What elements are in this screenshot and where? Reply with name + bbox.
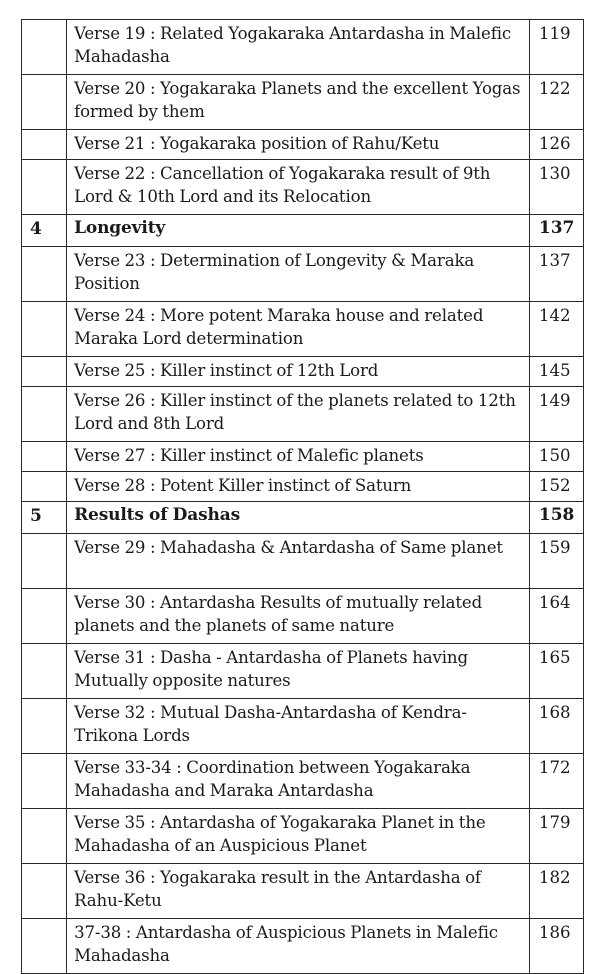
page-number: 137 [529,247,583,302]
chapter-number [22,160,67,215]
verse-title: Verse 21 : Yogakaraka position of Rahu/Ketu [67,130,530,160]
page-number: 150 [529,442,583,472]
verse-title: Verse 35 : Antardasha of Yogakaraka Planet in the Mahadasha of an Auspicious Planet [67,809,530,864]
verse-title: Verse 27 : Killer instinct of Malefic planets [67,442,530,472]
page-number: 149 [529,387,583,442]
page-number: 179 [529,809,583,864]
chapter-number [22,534,67,589]
toc-verse-row [22,387,584,442]
page-number: 165 [529,644,583,699]
page-number: 172 [529,754,583,809]
verse-title: Verse 30 : Antardasha Results of mutually related planets and the planets of same nature [67,589,530,644]
chapter-number [22,699,67,754]
chapter-number [22,20,67,75]
toc-verse-row [22,699,584,754]
page-number: 182 [529,864,583,919]
verse-title: Verse 29 : Mahadasha & Antardasha of Same planet [67,534,530,589]
toc-verse-row [22,357,584,387]
toc-chapter-row [22,502,584,534]
page-number: 122 [529,75,583,130]
toc-verse-row [22,919,584,974]
toc-verse-row [22,534,584,589]
page-number: 130 [529,160,583,215]
verse-title: 37-38 : Antardasha of Auspicious Planets in Malefic Mahadasha [67,919,530,974]
toc-verse-row [22,644,584,699]
toc-body [22,20,584,974]
verse-title: Verse 33-34 : Coordination between Yogakaraka Mahadasha and Maraka Antardasha [67,754,530,809]
toc-verse-row [22,754,584,809]
page-number: 137 [529,215,583,247]
toc-verse-row [22,864,584,919]
toc-chapter-row [22,215,584,247]
page-number: 119 [529,20,583,75]
chapter-number [22,644,67,699]
verse-title: Verse 31 : Dasha - Antardasha of Planets having Mutually opposite natures [67,644,530,699]
toc-verse-row [22,75,584,130]
verse-title: Verse 28 : Potent Killer instinct of Saturn [67,472,530,502]
toc-verse-row [22,20,584,75]
chapter-number [22,75,67,130]
toc-verse-row [22,589,584,644]
toc-verse-row [22,247,584,302]
chapter-number [22,919,67,974]
toc-verse-row [22,442,584,472]
verse-title: Verse 22 : Cancellation of Yogakaraka result of 9th Lord & 10th Lord and its Relocation [67,160,530,215]
page-number: 168 [529,699,583,754]
page-number: 145 [529,357,583,387]
verse-title: Verse 19 : Related Yogakaraka Antardasha in Malefic Mahadasha [67,20,530,75]
page-number: 164 [529,589,583,644]
chapter-number [22,357,67,387]
page-number: 186 [529,919,583,974]
verse-title: Verse 32 : Mutual Dasha-Antardasha of Kendra-Trikona Lords [67,699,530,754]
toc-verse-row [22,302,584,357]
chapter-number: 5 [22,502,67,534]
chapter-title: Results of Dashas [67,502,530,534]
toc-verse-row [22,472,584,502]
page-number: 126 [529,130,583,160]
page-number: 152 [529,472,583,502]
page-number: 159 [529,534,583,589]
verse-title: Verse 26 : Killer instinct of the planets related to 12th Lord and 8th Lord [67,387,530,442]
table-of-contents [21,19,584,974]
verse-title: Verse 20 : Yogakaraka Planets and the excellent Yogas formed by them [67,75,530,130]
chapter-number [22,130,67,160]
chapter-number [22,809,67,864]
chapter-number [22,864,67,919]
chapter-title: Longevity [67,215,530,247]
chapter-number [22,754,67,809]
chapter-number [22,442,67,472]
toc-verse-row [22,809,584,864]
chapter-number [22,302,67,357]
verse-title: Verse 24 : More potent Maraka house and related Maraka Lord determination [67,302,530,357]
chapter-number [22,589,67,644]
toc-verse-row [22,160,584,215]
verse-title: Verse 25 : Killer instinct of 12th Lord [67,357,530,387]
toc-verse-row [22,130,584,160]
page-number: 158 [529,502,583,534]
verse-title: Verse 23 : Determination of Longevity & Maraka Position [67,247,530,302]
chapter-number: 4 [22,215,67,247]
chapter-number [22,472,67,502]
chapter-number [22,387,67,442]
chapter-number [22,247,67,302]
page-number: 142 [529,302,583,357]
verse-title: Verse 36 : Yogakaraka result in the Antardasha of Rahu-Ketu [67,864,530,919]
